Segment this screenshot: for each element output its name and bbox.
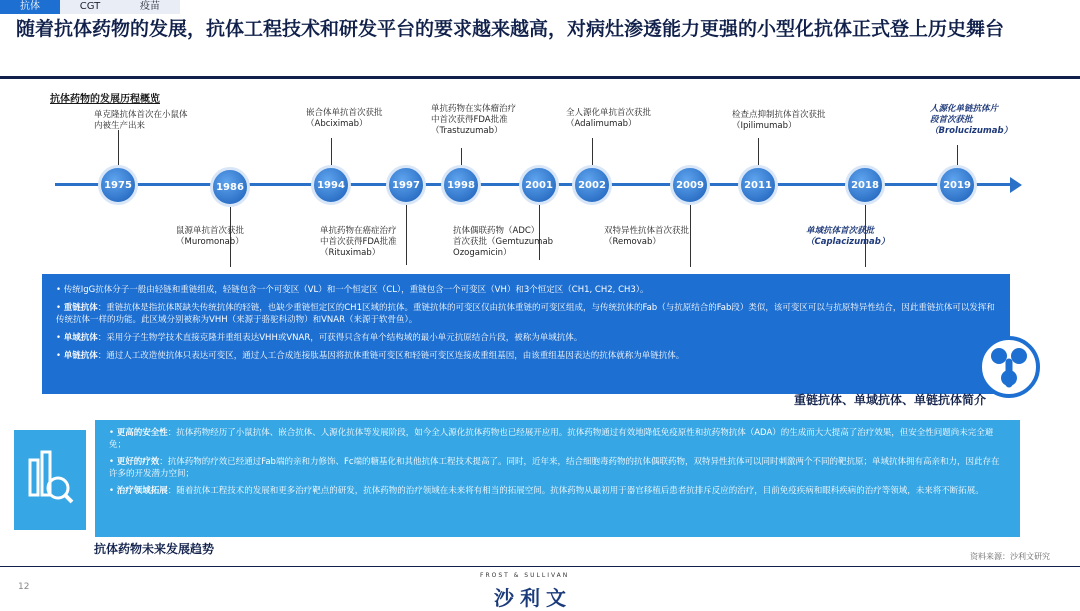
page-title: 随着抗体药物的发展，抗体工程技术和研发平台的要求越来越高，对病灶渗透能力更强的小型化抗体正式登上历史舞台 <box>16 18 1005 40</box>
intro-label-2: 重链抗体 <box>63 303 98 313</box>
future-text-2: ：抗体药物的疗效已经通过Fab端的亲和力修饰、Fc端的糖基化和其他抗体工程技术提高了。同时，近年来，结合细胞毒药物的抗体偶联药物，双特异性抗体可以同时刺激两个不同的靶抗原；单域抗体拥有高亲和力，因此存在许多的开发潜力空间； <box>109 457 1000 479</box>
event-2002: 全人源化单抗首次获批 （Adalimumab） <box>566 108 652 129</box>
stem-2002 <box>592 138 593 165</box>
year-node-1994: 1994 <box>311 165 351 205</box>
event-1997: 单抗药物在癌症治疗 中首次获得FDA批准 （Rituximab） <box>320 226 397 258</box>
intro-bullet-4: • 单链抗体：通过人工改造使抗体只表达可变区，通过人工合成连接肽基因将抗体重链可变区和轻链可变区连接成重组基因，由该重组基因表达的抗体就称为单链抗体。 <box>56 351 685 361</box>
event-1998: 单抗药物在实体瘤治疗 中首次获得FDA批准 （Trastuzumab） <box>431 104 517 136</box>
tab-vaccine[interactable]: 疫苗 <box>120 0 180 14</box>
future-caption: 抗体药物未来发展趋势 <box>94 542 215 556</box>
year-node-1997: 1997 <box>386 165 426 205</box>
source-note: 资料来源：沙利文研究 <box>970 552 1050 561</box>
year-node-2009: 2009 <box>670 165 710 205</box>
chart-magnifier-icon <box>14 430 86 530</box>
intro-text-1: 传统IgG抗体分子一般由轻链和重链组成，轻链包含一个可变区（VL）和一个恒定区（CL），重链包含一个可变区（VH）和3个恒定区（CH1, CH2, CH3）。 <box>63 285 649 295</box>
event-2009: 双特异性抗体首次获批 （Removab） <box>604 226 690 247</box>
tab-cgt[interactable]: CGT <box>60 0 120 14</box>
year-node-1975: 1975 <box>98 165 138 205</box>
future-bullet-3: • 治疗领域拓展：随着抗体工程技术的发展和更多治疗靶点的研发，抗体药物的治疗领域在未来将有相当的拓展空间。抗体药物从最初用于器官移植后患者抗排斥反应的治疗，目前免疫疾病和眼科疾病的治疗等领域，未来将不断拓展。 <box>109 486 984 496</box>
intro-bullet-3: • 单域抗体：采用分子生物学技术直接克隆并重组表达VHH或VNAR，可获得只含有单个结构域的最小单元抗原结合片段，被称为单域抗体。 <box>56 333 583 343</box>
stem-2019 <box>957 145 958 165</box>
future-bullet-1: • 更高的安全性：抗体药物经历了小鼠抗体、嵌合抗体、人源化抗体等发展阶段，如今全人源化抗体药物也已经展开应用。抗体药物通过有效地降低免疫原性和抗药物抗体（ADA）的生成而大大提高了治疗效果，但安全性问题尚未完全避免； <box>109 428 994 450</box>
year-node-2011: 2011 <box>738 165 778 205</box>
event-2011: 检查点抑制抗体首次获批 （Ipilimumab） <box>732 110 826 131</box>
event-2019: 人源化单链抗体片 段首次获批 （Brolucizumab） <box>930 104 1013 136</box>
future-label-3: 治疗领域拓展 <box>116 486 168 496</box>
year-node-2001: 2001 <box>519 165 559 205</box>
intro-text-4: ：通过人工改造使抗体只表达可变区，通过人工合成连接肽基因将抗体重链可变区和轻链可变区连接成重组基因，由该重组基因表达的抗体就称为单链抗体。 <box>97 351 685 361</box>
antibody-intro-panel <box>42 274 1010 394</box>
event-1986: 鼠源单抗首次获批 （Muromonab） <box>176 226 245 247</box>
timeline-heading: 抗体药物的发展历程概览 <box>50 94 160 105</box>
intro-label-4: 单链抗体 <box>63 351 98 361</box>
intro-text-2: ：重链抗体是指抗体既缺失传统抗体的轻链，也缺少重链恒定区的CH1区域的抗体。重链抗体的可变区仅由抗体重链的可变区组成，与传统抗体的Fab（与抗原结合的Fab段）类似，该可变区可以与抗原特异性结合，因此重链抗体可以发挥和传统抗体一样的功能。此区域分别被称为VHH（来源于骆驼科动物）和VNAR（来源于软骨鱼）。 <box>56 303 995 325</box>
event-1994: 嵌合体单抗首次获批 （Abciximab） <box>306 108 383 129</box>
stem-1997 <box>406 205 407 265</box>
future-label-1: 更高的安全性 <box>116 428 168 438</box>
stem-1994 <box>331 138 332 165</box>
future-trends-panel <box>95 420 1020 537</box>
intro-text-3: ：采用分子生物学技术直接克隆并重组表达VHH或VNAR，可获得只含有单个结构域的最小单元抗原结合片段，被称为单域抗体。 <box>97 333 583 343</box>
year-node-2019: 2019 <box>937 165 977 205</box>
year-node-1998: 1998 <box>441 165 481 205</box>
event-2018: 单域抗体首次获批 （Caplacizumab） <box>806 226 890 247</box>
year-node-2002: 2002 <box>572 165 612 205</box>
event-2001: 抗体偶联药物（ADC） 首次获批（Gemtuzumab Ozogamicin） <box>453 226 554 258</box>
title-divider <box>0 76 1080 79</box>
footer-divider <box>0 566 1080 567</box>
page-number: 12 <box>18 582 30 592</box>
year-node-2018: 2018 <box>845 165 885 205</box>
future-text-3: ：随着抗体工程技术的发展和更多治疗靶点的研发，抗体药物的治疗领域在未来将有相当的拓展空间。抗体药物从最初用于器官移植后患者抗排斥反应的治疗，目前免疫疾病和眼科疾病的治疗等领域，未来将不断拓展。 <box>167 486 984 496</box>
intro-caption: 重链抗体、单域抗体、单链抗体简介 <box>793 393 986 407</box>
intro-bullet-1: • 传统IgG抗体分子一般由轻链和重链组成，轻链包含一个可变区（VL）和一个恒定区（CL），重链包含一个可变区（VH）和3个恒定区（CH1, CH2, CH3）。 <box>56 285 649 295</box>
stem-1975 <box>118 130 119 165</box>
stem-2009 <box>690 205 691 267</box>
year-node-1986: 1986 <box>210 167 250 207</box>
future-bullet-2: • 更好的疗效：抗体药物的疗效已经通过Fab端的亲和力修饰、Fc端的糖基化和其他抗体工程技术提高了。同时，近年来，结合细胞毒药物的抗体偶联药物，双特异性抗体可以同时刺激两个不同的靶抗原；单域抗体拥有高亲和力，因此存在许多的开发潜力空间； <box>109 457 1000 479</box>
timeline-arrow-icon <box>1010 177 1022 193</box>
event-1975: 单克隆抗体首次在小鼠体 内被生产出来 <box>94 110 188 131</box>
brand-logo: 沙利文 <box>494 586 572 610</box>
future-text-1: ：抗体药物经历了小鼠抗体、嵌合抗体、人源化抗体等发展阶段，如今全人源化抗体药物也已经展开应用。抗体药物通过有效地降低免疫原性和抗药物抗体（ADA）的生成而大大提高了治疗效果，但安全性问题尚未完全避免； <box>109 428 994 450</box>
stem-1998 <box>461 148 462 165</box>
future-label-2: 更好的疗效 <box>116 457 160 467</box>
stem-2011 <box>758 138 759 165</box>
category-tabs <box>0 0 180 14</box>
brand-tagline: FROST & SULLIVAN <box>480 572 570 579</box>
antibody-icon <box>978 336 1040 398</box>
intro-bullet-2: • 重链抗体：重链抗体是指抗体既缺失传统抗体的轻链，也缺少重链恒定区的CH1区域的抗体。重链抗体的可变区仅由抗体重链的可变区组成，与传统抗体的Fab（与抗原结合的Fab段）类似，该可变区可以与抗原特异性结合，因此重链抗体可以发挥和传统抗体一样的功能。此区域分别被称为VHH（来源于骆驼科动物）和VNAR（来源于软骨鱼）。 <box>56 303 995 325</box>
intro-label-3: 单域抗体 <box>63 333 98 343</box>
tab-antibody[interactable]: 抗体 <box>0 0 60 14</box>
